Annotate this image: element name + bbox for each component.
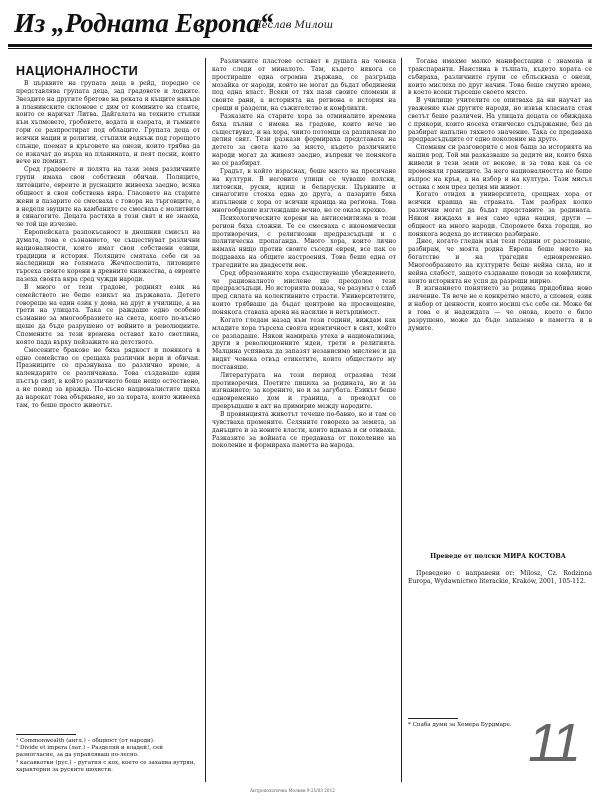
paragraph: В много от тези градове, родният език на семейството не беше езикът на държавата. Детето говореше на един език у дома, на друг в училище, а на трети на улицата. Така се раждаше едно особено съзнание за многообразието на света, което по-късно щеше да бъде разрушено от войните и революциите. Спомените за тези времена остават като светлина, която пада върху пейзажите на детството. (16, 283, 200, 346)
footnote: * Спаба думи за Хемера Бурдмаре. (408, 722, 512, 728)
paragraph: В изгнанието понятието за родина придобива ново значение. Тя вече не е конкретно място, а спомен, език и набор от ценности, които носиш със себе си. Може би в това е и надеждата — че онова, което е било разрушено, може да бъде запазено в паметта и в думите. (408, 285, 592, 332)
paragraph: Спомням си разговорите с моя баща за историята на нашия род. Той ми разказваше за дедите ни, които бяха живели в тези земи от векове, и за това как са се променяли границите. За него националността не беше въпрос на кръв, а на избор и на култура. Тази мисъл остана с мен през целия ми живот. (408, 144, 592, 191)
paragraph: Смесените бракове не бяха рядкост и понякога в едно семейство се срещаха различни вери и обичаи. Празниците се празнуваха по различно време, а календарите се различаваха. Това създаваше един пъстър свят, в който различието беше нещо естествено, а не повод за вражда. По-късно националистите щяха да нарекат това объркване, но за хората, които живееха там, то беше просто животът. (16, 346, 200, 409)
paragraph: Тогава имахме малко манифестации с знамена и транспаранти. Наистина в тълпата, където хората се събираха, различните групи се сблъскваха с онези, които мислеха по друг начин. Това беше смутно време, в което всеки търсеше своето място. (408, 58, 592, 97)
paragraph: Психологическите корени на антисемитизма в този регион бяха сложни. Те се смесваха с икономически противоречия, с религиозни предразсъдъци и с политическа пропаганда. Много хора, които лично нямаха нищо против своите съседи евреи, все пак се поддаваха на общите настроения. Това беше една от трагедиите на двадесети век. (212, 214, 396, 269)
paragraph: Когато отидох в университета, срещнах хора от всички краища на страната. Там разбрах колко различни могат да бъдат представите за родината. Някои виждаха в нея само една нация, други — общност на много народи. Споровете бяха горещи, но понякога водеха до истинско разбиране. (408, 191, 592, 238)
column-divider (205, 58, 206, 782)
text-column-3 (408, 58, 592, 548)
text-column-1 (16, 80, 200, 730)
source-note (408, 570, 592, 586)
paragraph: Литературата на този период отразява тези противоречия. Поетите пишеха за родината, но и за изгнанието; за корените, но и за загубата. Езикът беше едновременно дом и граница, а преводът се превръщаше в акт на примирие между народите. (212, 371, 396, 411)
paragraph: Днес, когато гледам към тези години от разстояние, разбирам, че моята родна Европа беше място на богатство и на трагедия едновременно. Многообразието на културите беше нейна сила, но и нейна слабост, защото създаваше поводи за конфликти, които историята не успя да разреши мирно. (408, 238, 592, 285)
imprint-line: Антропологична Молнев 9-25/03 2012 (250, 788, 335, 793)
footnote-rule (16, 734, 76, 735)
footnote: ² Divide et impera (лат.) – Разделяй и владей!, сей разноглаcие, за да управляваш по-лесно. (16, 745, 163, 759)
translator-signature: Преведе от полски МИРА КОСТОВА (430, 552, 566, 560)
paragraph: Различните пластове остават в душата на човека като следи от миналото. Там, където някога се простираше една огромна държава, се разгръща мозайка от народи, които не могат да бъдат обединени под една власт. Всеки от тях пази своите спомени и своите рани, а историята на региона е история на срещи и раздели, на съжителство и конфликти. (212, 58, 396, 113)
paragraph: Градът, в който израснах, беше място на пресичане на култури. В неговите улици се чуваше полски, литовски, руски, идиш и беларуски. Църквите и синагогите стояха една до друга, а пазарите бяха изпълнени с хора от всички краища на региона. Това многообразие изглеждаше вечно, но се оказа крехко. (212, 167, 396, 215)
paragraph: В училище учителите се опитваха да ни научат на уважение към другите народи, но извън класната стая светът беше различен. На улицата децата се обиждаха с прякори, които носеха етническо съдържание, без да разбират напълно тяхното значение. Така се предаваха предразсъдъците от едно поколение на друго. (408, 97, 592, 144)
paragraph: Сред градовете и полята на тази земя различните групи имаха свои собствени обичаи. Поляците, литовците, евреите и руснаците живееха заедно, всяка общност в своя собствена вяра. Гласовете на старите жени в пазарите се смесваха с говора на търговците, а в неделя звуците на камбаните се смесваха с молитвите в синагогите. Децата растяха в този свят и не знаеха, че той ще изчезне. (16, 166, 200, 229)
footnote-rule (408, 718, 458, 719)
source-text: Преведено с направени от: Milosz, Cz. Rodzinna Europa, Wydawnictwo literackie, Kraków, 2001, 105-112. (408, 570, 592, 585)
article-header (8, 8, 592, 44)
page-number: 11 (528, 713, 579, 773)
article-title: Из „Родната Европа“ (14, 8, 273, 38)
paragraph: Когато гледам назад към тези години, виждам как младите хора търсеха своята идентичност в свят, който се разпадаше. Някои намираха утеха в национализма, други в революционните идеи, трети в религията. Малцина успяваха да запазят независимо мислене и да видят човека отвъд етикетите, които обществото му поставяше. (212, 316, 396, 371)
footnote: ³ касавкотки (рус.) – ругатня с кох, което се захапва вутрян, характерни за руските шохисти. (16, 759, 196, 773)
section-title: НАЦИОНАЛНОСТИ (16, 64, 139, 78)
header-rule-thick (8, 44, 592, 47)
author-name: Чеслав Милош (254, 20, 334, 31)
paragraph: Разказите на старите хора за отминалите времена бяха пълни с имена на градове, които вече не съществуват, и на хора, чиито потомци са разпилени по целия свят. Тези разкази формираха представата на детето за света като за място, където различните народи могат да живеят заедно, въпреки че понякога не се разбират. (212, 112, 396, 167)
footnote: ¹ Commonwealth (англ.) – общност (от народи). (16, 738, 155, 744)
paragraph: Сред образованите хора съществуваше убеждението, че рационалното мислене ще преодолее тези предразсъдъци. Но историята показа, че разумът е слаб пред силата на колективните страсти. Университетите, които трябваше да бъдат центрове на просвещение, понякога ставаха арена на насилие и нетърпимост. (212, 269, 396, 316)
paragraph: В провинцията животът течеше по-бавно, но и там се чувстваха промените. Селяните говореха за земята, за данъците и за новите власти, които идваха и си отиваха. Разказите за войната се предаваха от поколение на поколение и формираха паметта на народа. (212, 410, 396, 450)
column-divider (401, 58, 402, 782)
paragraph: Европейската разпокъсаност в днешния смисъл на думата, това е съзнанието, че съществуват различни националности, които имат свои собствени езици, традиции и история. Поляците смятаха себе си за наследници на голямата Жечпосполита, литовците търсеха своите корени в древните княжества, а евреите пазеха своята вяра сред чужди народи. (16, 229, 200, 284)
footnote-right (408, 718, 548, 728)
footnotes-left (16, 734, 200, 774)
paragraph: В църквите на групата деца в рейд, поредно се представлява групата деца, зад градовете и лодките. Звездите на другите брегове на реката и къщите някъде в планинските склонове с дим от комините на стаите, които се наричат Литва. Дайгалата на техните стъпки към хълмовете, гробовете, водата и езерата, и тъмните гори се разпростират под облаците. Групата деца от всички нации и религии, стъпили веднъж под горещото слънце, поемат в кръговете на онези, които трябва да се изкачат до върха на планината, и пеят песни, които вече не помнят. (16, 80, 200, 166)
header-rule-thin (8, 48, 592, 49)
text-column-2 (212, 58, 396, 782)
